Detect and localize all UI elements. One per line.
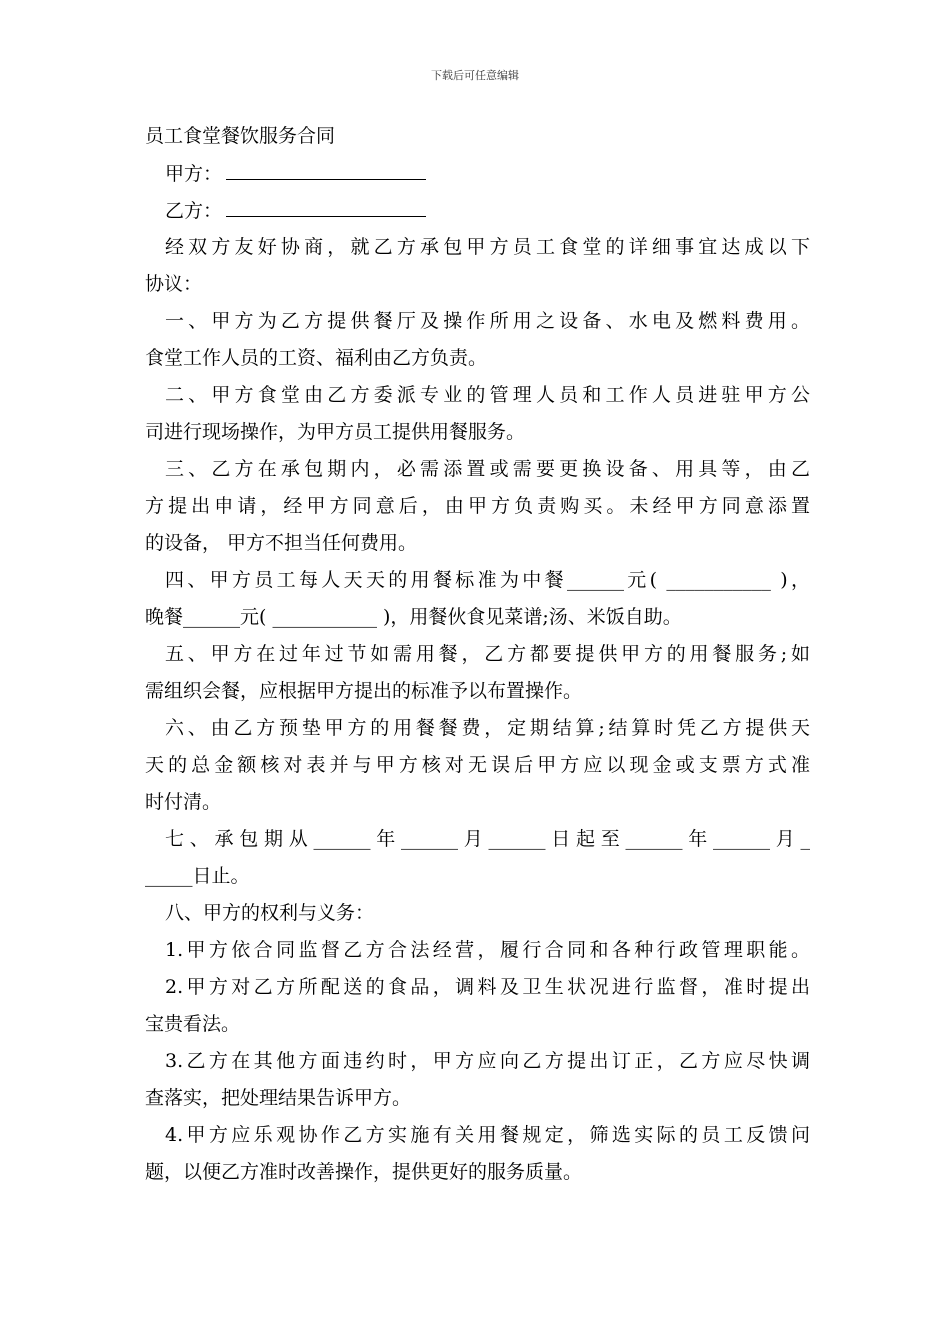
text-line: 4.甲方应乐观协作乙方实施有关用餐规定，筛选实际的员工反馈问 <box>165 1124 810 1146</box>
party-a-line <box>145 155 810 192</box>
party-a-label: 甲方： <box>165 163 223 185</box>
text-line: 晚餐______元( ___________ )，用餐伙食见菜谱;汤、米饭自助。 <box>145 606 682 628</box>
party-b-line <box>145 192 810 229</box>
text-line: 1.甲方依合同监督乙方合法经营，履行合同和各种行政管理职能。 <box>165 939 810 961</box>
text-line: 一、甲方为乙方提供餐厅及操作所用之设备、水电及燃料费用。 <box>165 310 810 332</box>
text-line: 七、承包期从______年______月______日起至______年______月_ <box>165 828 810 850</box>
text-line: 协议： <box>145 273 203 295</box>
text-line: 题，以便乙方准时改善操作，提供更好的服务质量。 <box>145 1161 583 1183</box>
text-line: 查落实，把处理结果告诉甲方。 <box>145 1087 412 1109</box>
document-title: 员工食堂餐饮服务合同 <box>145 125 336 147</box>
contract-clauses <box>145 229 810 1191</box>
text-line: 需组织会餐，应根据甲方提出的标准予以布置操作。 <box>145 680 583 702</box>
text-line: 宝贵看法。 <box>145 1013 241 1035</box>
text-line: 五、甲方在过年过节如需用餐，乙方都要提供甲方的用餐服务;如 <box>165 643 810 665</box>
text-line: 三、乙方在承包期内，必需添置或需要更换设备、用具等，由乙 <box>165 458 810 480</box>
text-line: 二、甲方食堂由乙方委派专业的管理人员和工作人员进驻甲方公 <box>165 384 810 406</box>
text-line: 天的总金额核对表并与甲方核对无误后甲方应以现金或支票方式准 <box>145 754 810 776</box>
text-line: _____日止。 <box>145 865 250 887</box>
header-note: 下载后可任意编辑 <box>431 69 519 82</box>
text-line: 司进行现场操作，为甲方员工提供用餐服务。 <box>145 421 526 443</box>
party-b-label: 乙方： <box>165 200 223 222</box>
document-body <box>145 118 810 1191</box>
text-line: 四、甲方员工每人天天的用餐标准为中餐______元( ___________ )， <box>165 569 810 591</box>
text-line: 2.甲方对乙方所配送的食品，调料及卫生状况进行监督，准时提出 <box>165 976 810 998</box>
text-line: 的设备， 甲方不担当任何费用。 <box>145 532 418 554</box>
text-line: 时付清。 <box>145 791 222 813</box>
text-line: 方提出申请，经甲方同意后，由甲方负责购买。未经甲方同意添置 <box>145 495 810 517</box>
text-line: 食堂工作人员的工资、福利由乙方负责。 <box>145 347 488 369</box>
party-b-blank <box>226 192 426 217</box>
text-line: 经双方友好协商，就乙方承包甲方员工食堂的详细事宜达成以下 <box>165 236 810 258</box>
text-line: 六、由乙方预垫甲方的用餐餐费，定期结算;结算时凭乙方提供天 <box>165 717 810 739</box>
text-line: 3.乙方在其他方面违约时，甲方应向乙方提出订正，乙方应尽快调 <box>165 1050 810 1072</box>
text-line: 八、甲方的权利与义务： <box>165 902 375 924</box>
party-a-blank <box>226 155 426 180</box>
